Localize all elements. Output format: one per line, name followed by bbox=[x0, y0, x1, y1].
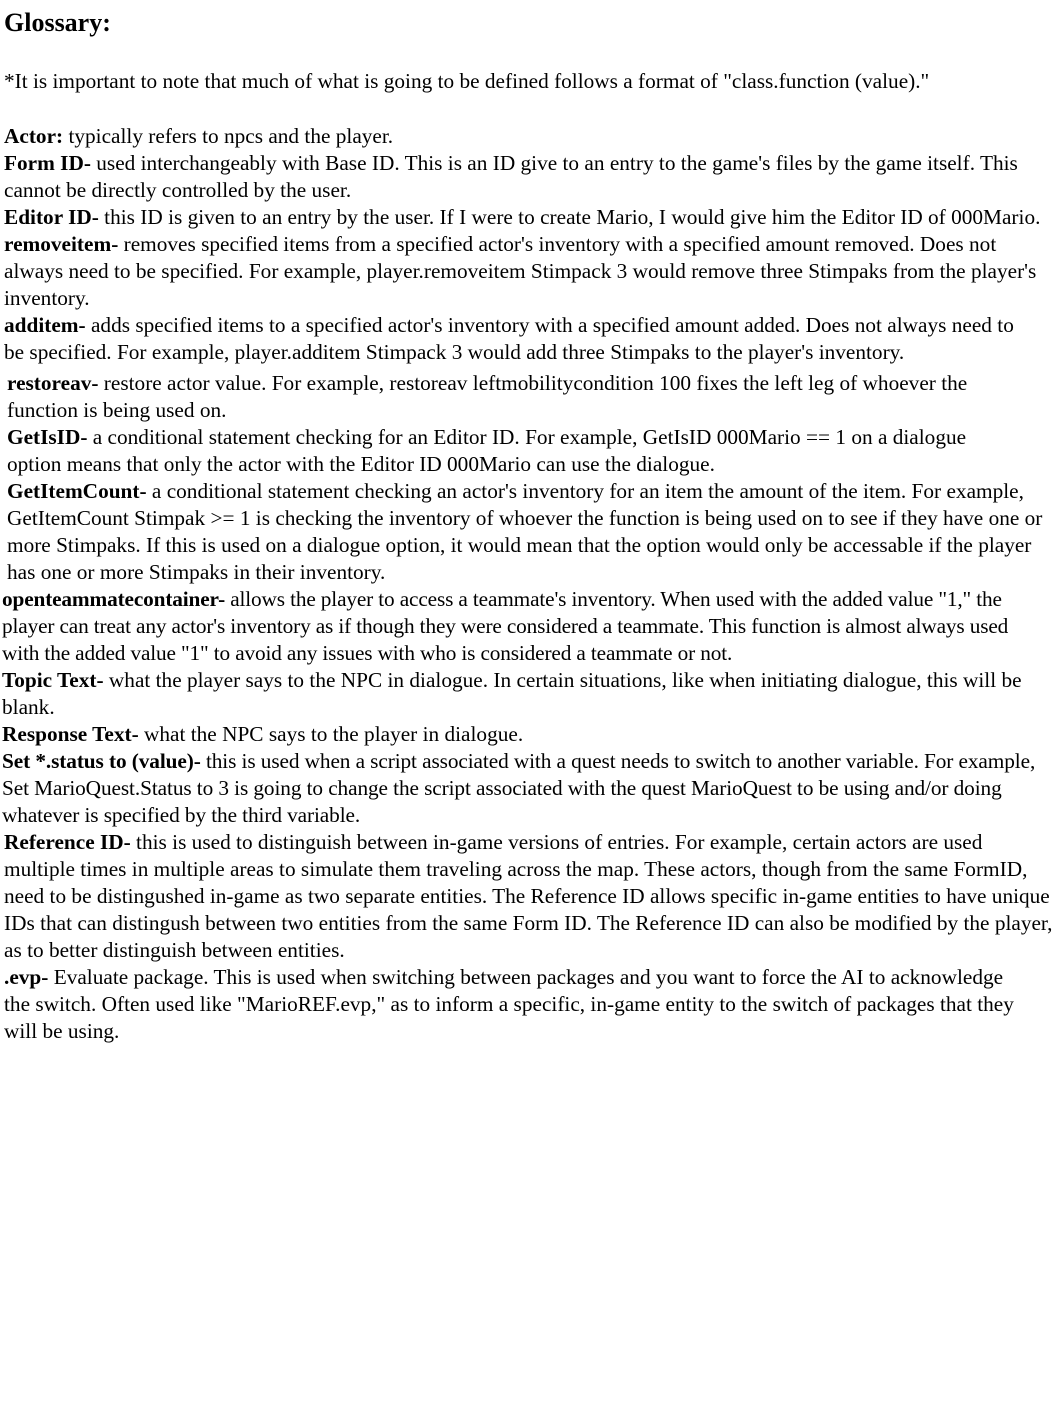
entry-term: Actor: bbox=[4, 124, 64, 148]
entry-term: Response Text- bbox=[2, 722, 139, 746]
entry-definition: a conditional statement checking for an Editor ID. For example, GetIsID 000Mario == 1 on a dialogue option means that only the actor with the Editor ID 000Mario can use the dialogue. bbox=[7, 425, 967, 476]
glossary-entry-editor-id bbox=[0, 204, 1049, 231]
entry-term: openteammatecontainer- bbox=[2, 587, 226, 611]
entry-definition: removes specified items from a specified actor's inventory with a specified amount removed. Does not always need to be specified. For example, player.removeitem Stimpack 3 would remove three Stimpaks from the player's inventory. bbox=[4, 232, 1037, 310]
entry-definition: allows the player to access a teammate's inventory. When used with the added value "1," the player can treat any actor's inventory as if though they were considered a teammate. This function is almost always used with the added value "1" to avoid any issues with who is considered a teammate or not. bbox=[2, 587, 1009, 665]
glossary-entry-topic-text bbox=[0, 667, 1052, 721]
entry-definition: typically refers to npcs and the player. bbox=[63, 124, 394, 148]
entry-term: Editor ID- bbox=[4, 205, 99, 229]
entry-term: .evp- bbox=[4, 965, 49, 989]
entry-definition: what the player says to the NPC in dialogue. In certain situations, like when initiating dialogue, this will be blank. bbox=[2, 668, 1022, 719]
entry-definition: restore actor value. For example, restoreav leftmobilitycondition 100 fixes the left leg of whoever the function is being used on. bbox=[7, 371, 968, 422]
entry-term: additem- bbox=[4, 313, 86, 337]
entry-term: removeitem- bbox=[4, 232, 119, 256]
entry-definition: Evaluate package. This is used when switching between packages and you want to force the AI to acknowledge the switch. Often used like "MarioREF.evp," as to inform a specific, in-game entity to the switch of packages that they will be using. bbox=[4, 965, 1014, 1043]
glossary-entry-reference-id bbox=[0, 829, 1054, 964]
entry-definition: adds specified items to a specified actor's inventory with a specified amount added. Does not always need to be specified. For example, player.additem Stimpack 3 would add three Stimpaks to the player's inventory. bbox=[4, 313, 1014, 364]
glossary-entry-openteammatecontainer bbox=[0, 586, 1032, 667]
entry-term: Topic Text- bbox=[2, 668, 104, 692]
entry-definition: what the NPC says to the player in dialogue. bbox=[138, 722, 524, 746]
entry-term: Reference ID- bbox=[4, 830, 131, 854]
glossary-title: Glossary: bbox=[4, 8, 111, 37]
glossary-entry-additem bbox=[0, 312, 1014, 366]
entry-term: Form ID- bbox=[4, 151, 91, 175]
glossary-entry-set-status bbox=[0, 748, 1055, 829]
glossary-entry-response-text bbox=[0, 721, 1052, 748]
entry-definition: this is used when a script associated with a quest needs to switch to another variable. For example, Set MarioQuest.Status to 3 is going to change the script associated with the quest MarioQuest to be using and/or doing whatever is specified by the third variable. bbox=[2, 749, 1036, 827]
glossary-entry-removeitem bbox=[0, 231, 1044, 312]
entry-term: GetItemCount- bbox=[7, 479, 147, 503]
glossary-entry-evp bbox=[0, 964, 1014, 1045]
glossary-entry-getitemcount bbox=[0, 478, 1047, 586]
entry-term: Set *.status to (value)- bbox=[2, 749, 201, 773]
glossary-entry-restoreav bbox=[0, 370, 997, 424]
glossary-entry-form-id bbox=[0, 150, 1044, 204]
glossary-entries bbox=[0, 123, 1055, 1045]
format-note: *It is important to note that much of what is going to be defined follows a format of "class.function (value)." bbox=[4, 69, 930, 93]
entry-definition: a conditional statement checking an actor's inventory for an item the amount of the item. For example, GetItemCount Stimpak >= 1 is checking the inventory of whoever the function is being used on to see if they have one or more Stimpaks. If this is used on a dialogue option, it would mean that the option would only be accessable if the player has one or more Stimpaks in their inventory. bbox=[7, 479, 1043, 584]
glossary-entry-actor bbox=[0, 123, 1054, 150]
glossary-entry-getisid bbox=[0, 424, 1017, 478]
entry-definition: used interchangeably with Base ID. This is an ID give to an entry to the game's files by the game itself. This cannot be directly controlled by the user. bbox=[4, 151, 1018, 202]
entry-term: restoreav- bbox=[7, 371, 99, 395]
entry-definition: this ID is given to an entry by the user. If I were to create Mario, I would give him the Editor ID of 000Mario. bbox=[98, 205, 1041, 229]
entry-definition: this is used to distinguish between in-game versions of entries. For example, certain actors are used multiple times in multiple areas to simulate them traveling across the map. These actors, though from the same FormID, need to be distingushed in-game as two separate entities. The Reference ID allows specific in-game entities to have unique IDs that can distingush between two entities from the same Form ID. The Reference ID can also be modified by the player, as to better distinguish between entities. bbox=[4, 830, 1053, 962]
entry-term: GetIsID- bbox=[7, 425, 88, 449]
